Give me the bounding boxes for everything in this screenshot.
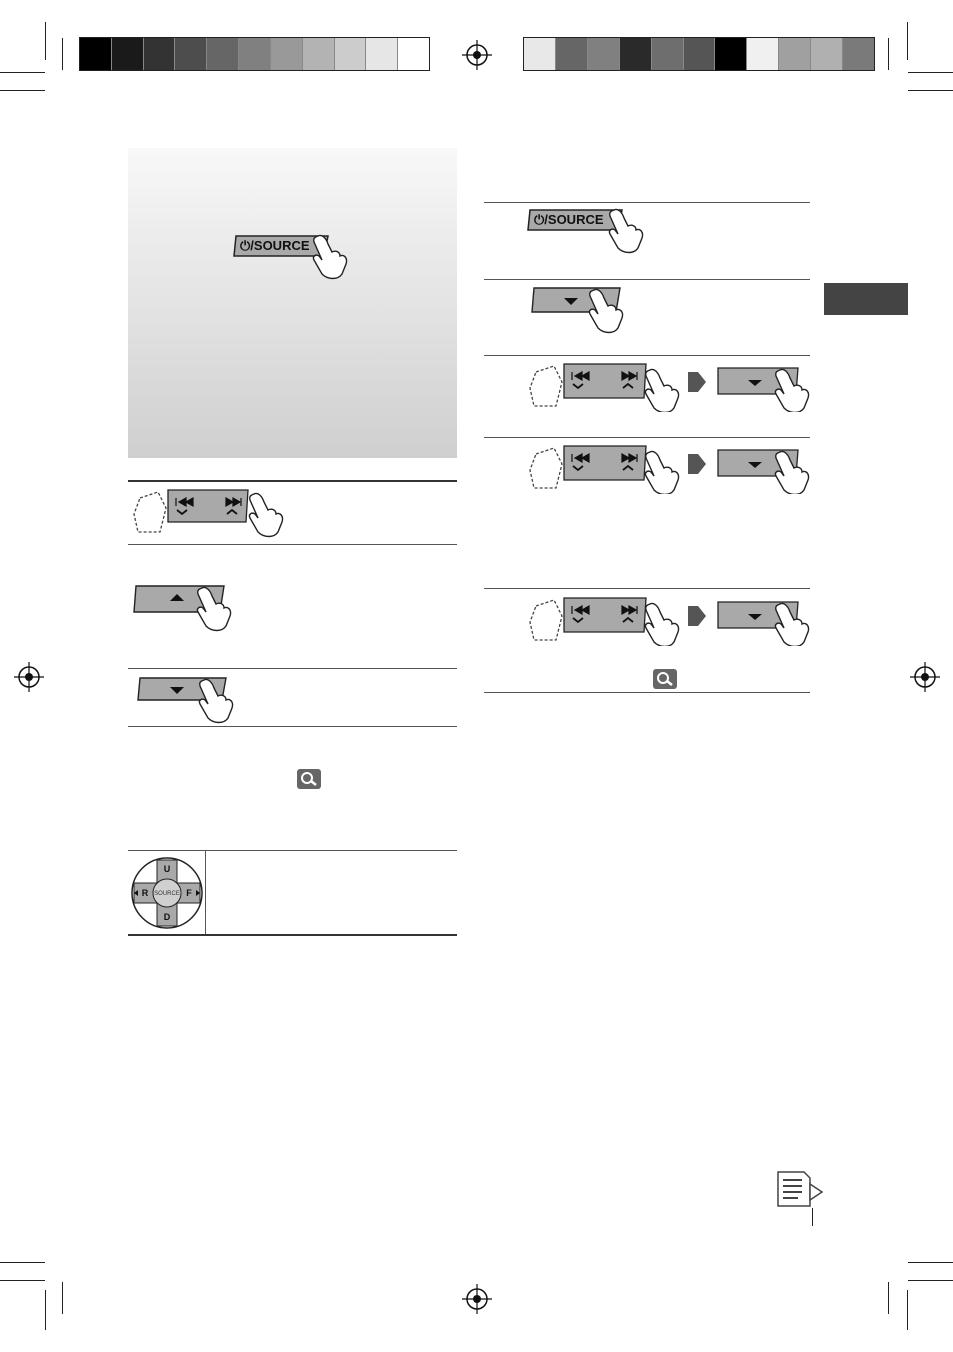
color-swatch [556,38,588,70]
crop-mark [45,1290,46,1330]
divider [484,355,810,356]
crop-mark [908,72,953,73]
skip-then-down-step[interactable] [526,444,812,494]
pointing-hand-outline-icon [134,492,166,532]
color-strip-left [79,37,430,71]
crop-mark [0,72,45,73]
pointing-hand-icon [313,235,346,278]
color-swatch [175,38,207,70]
pointing-hand-icon [249,493,282,536]
color-swatch [207,38,239,70]
color-swatch [620,38,652,70]
remote-right-label: F [186,888,192,898]
divider [484,692,810,693]
color-strip-right [523,37,875,71]
color-swatch [524,38,556,70]
color-swatch [80,38,112,70]
divider [128,480,457,482]
crop-mark [0,90,45,91]
color-swatch [779,38,811,70]
divider [128,850,457,851]
right-arrow-icon [688,454,706,474]
up-button[interactable] [132,582,242,632]
crop-mark [888,38,889,70]
divider [484,588,810,589]
source-label: ⏻/SOURCE [534,212,604,227]
remote-down-label: D [163,912,171,922]
crop-mark [888,1282,889,1314]
remote-source-label: SOURCE [154,891,180,897]
divider [484,437,810,438]
divider [128,934,457,936]
color-swatch [112,38,144,70]
color-swatch [239,38,271,70]
magnifier-icon [653,669,677,689]
intro-panel [128,148,457,458]
color-swatch [652,38,684,70]
registration-mark-icon [910,662,940,692]
remote-dpad-icon [130,856,204,930]
color-swatch [303,38,335,70]
crop-mark [907,1290,908,1330]
skip-then-down-step[interactable] [526,362,812,412]
color-swatch [144,38,176,70]
crop-mark [45,22,46,60]
table-column-divider [205,851,206,934]
source-button[interactable] [232,230,357,280]
color-swatch [271,38,303,70]
remote-up-label: U [163,864,171,874]
color-swatch [811,38,843,70]
crop-mark [62,38,63,70]
divider [128,544,457,545]
crop-mark [908,90,953,91]
down-button[interactable] [530,284,640,334]
color-swatch [588,38,620,70]
color-swatch [335,38,367,70]
color-swatch [843,38,874,70]
language-tab [824,283,908,315]
skip-then-down-step[interactable] [526,596,812,646]
registration-mark-icon [462,40,492,70]
continued-page-icon [776,1170,826,1210]
source-button[interactable] [526,206,651,256]
divider [128,668,457,669]
crop-mark [908,1262,953,1263]
crop-mark [62,1282,63,1314]
divider [484,279,810,280]
pointing-hand-icon [609,209,642,252]
color-swatch [684,38,716,70]
magnifier-icon [297,769,321,789]
down-button[interactable] [136,674,246,724]
crop-mark [0,1280,45,1281]
skip-buttons[interactable] [130,488,290,538]
divider [484,202,810,203]
color-swatch [715,38,747,70]
color-swatch [747,38,779,70]
remote-left-label: R [141,888,149,898]
crop-mark [908,1280,953,1281]
crop-mark [812,1208,813,1226]
registration-mark-icon [462,1284,492,1314]
registration-mark-icon [14,662,44,692]
crop-mark [0,1262,45,1263]
divider [128,726,457,727]
right-arrow-icon [688,372,706,392]
color-swatch [398,38,429,70]
crop-mark [907,22,908,60]
color-swatch [366,38,398,70]
source-label: ⏻/SOURCE [240,238,310,253]
right-arrow-icon [688,606,706,626]
